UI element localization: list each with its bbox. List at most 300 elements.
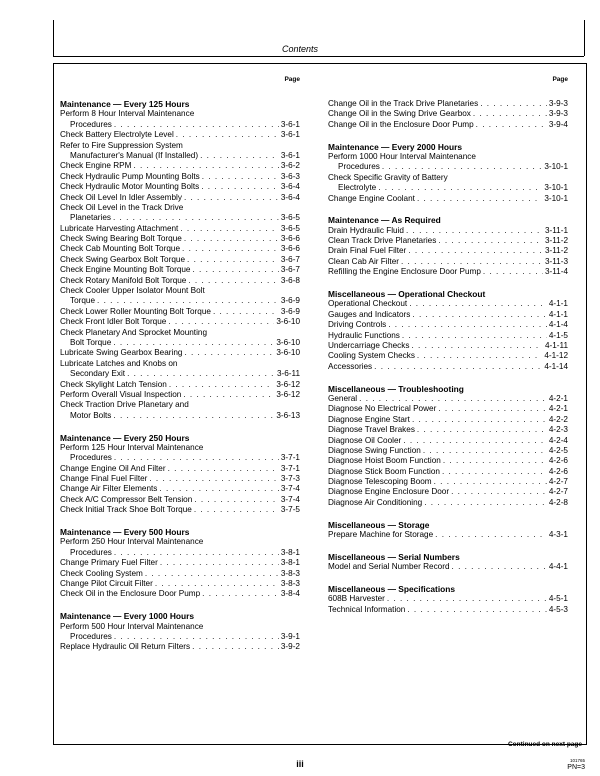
entry-title: Diagnose Telescoping Boom [328, 477, 432, 487]
entry-page-ref: 3-10-1 [544, 162, 568, 172]
entry-page-ref: 3-6-9 [280, 306, 300, 316]
column-header-page: Page [552, 76, 568, 83]
entry-title: Procedures [70, 453, 112, 463]
page-title: Contents [281, 44, 319, 54]
entry-row [328, 477, 568, 487]
dot-leader [176, 130, 279, 140]
entry-title: Accessories [328, 361, 373, 371]
toc-section [328, 215, 568, 277]
entry-text-line: Lubricate Latches and Knobs on [60, 358, 178, 368]
entry-row [328, 246, 568, 256]
toc-section [328, 584, 568, 615]
toc-entry [328, 605, 568, 615]
entry-row [60, 464, 300, 474]
toc-entry [60, 464, 300, 474]
section-title: Miscellaneous — Serial Numbers [328, 551, 460, 562]
entry-row [60, 411, 300, 421]
entry-text-line: Check Planetary And Sprocket Mounting [60, 327, 208, 337]
entry-title: Secondary Exit [70, 369, 126, 379]
dot-leader [424, 498, 547, 508]
entry-row [60, 369, 300, 379]
dot-leader [438, 404, 547, 414]
toc-entry [328, 394, 568, 404]
entry-row [60, 380, 300, 390]
dot-leader [188, 276, 279, 286]
toc-entry [60, 130, 300, 140]
section-title: Miscellaneous — Troubleshooting [328, 383, 464, 394]
entry-page-ref: 3-6-1 [280, 130, 300, 140]
entry-page-ref: 3-9-2 [280, 642, 300, 652]
entry-page-ref: 4-2-8 [548, 497, 568, 507]
dot-leader [149, 474, 279, 484]
entry-title: Electrolyte [338, 183, 377, 193]
toc-section [328, 384, 568, 509]
dot-leader [417, 351, 542, 361]
dot-leader [159, 484, 278, 494]
toc-entry [328, 226, 568, 236]
entry-text-line: Perform 250 Hour Interval Maintenance [60, 537, 204, 547]
dot-leader [127, 369, 275, 379]
document-code: 101765 [569, 758, 585, 763]
dot-leader [145, 569, 279, 579]
toc-entry [60, 569, 300, 579]
continued-note: Continued on next page [507, 741, 582, 748]
toc-entry [60, 317, 300, 327]
entry-row [328, 226, 568, 236]
entry-title: 608B Harvester [328, 594, 385, 604]
entry-text-line: Check Specific Gravity of Battery [328, 172, 448, 182]
dot-leader [378, 183, 542, 193]
toc-entry [60, 234, 300, 244]
entry-title: Check Swing Bearing Bolt Torque [60, 234, 182, 244]
entry-row [60, 338, 300, 348]
entry-title: Gauges and Indicators [328, 309, 411, 319]
dot-leader [359, 394, 547, 404]
entry-page-ref: 3-7-1 [280, 463, 300, 473]
toc-section [60, 433, 300, 516]
entry-row [60, 296, 300, 306]
dot-leader [113, 213, 279, 223]
section-title: Maintenance — Every 1000 Hours [60, 611, 195, 622]
toc-entry [60, 286, 300, 307]
toc-entry [328, 446, 568, 456]
entry-page-ref: 3-8-1 [280, 547, 300, 557]
toc-entry [60, 193, 300, 203]
entry-row [328, 257, 568, 267]
toc-entry [60, 443, 300, 464]
entry-page-ref: 3-7-5 [280, 505, 300, 515]
entry-page-ref: 3-11-3 [544, 256, 568, 266]
entry-title: Check Hydraulic Pump Mounting Bolts [60, 171, 200, 181]
entry-title: Change Oil in the Enclosure Door Pump [328, 119, 474, 129]
dot-leader [133, 161, 278, 171]
toc-section [60, 99, 300, 421]
entry-title: Change Engine Oil And Filter [60, 463, 166, 473]
toc-entry [328, 320, 568, 330]
entry-page-ref: 3-6-10 [276, 337, 300, 347]
entry-row [328, 605, 568, 615]
dot-leader [476, 120, 547, 130]
entry-title: Drain Hydraulic Fluid [328, 225, 404, 235]
entry-page-ref: 3-6-1 [280, 119, 300, 129]
toc-entry [328, 120, 568, 130]
entry-title: Planetaries [70, 213, 111, 223]
entry-page-ref: 3-6-9 [280, 296, 300, 306]
entry-row [60, 265, 300, 275]
toc-entry [60, 224, 300, 234]
entry-row [60, 569, 300, 579]
dot-leader [194, 495, 279, 505]
toc-entry [60, 328, 300, 349]
entry-row [328, 562, 568, 572]
dot-leader [412, 415, 547, 425]
entry-page-ref: 4-1-1 [548, 309, 568, 319]
toc-entry [328, 436, 568, 446]
entry-page-ref: 3-6-4 [280, 192, 300, 202]
dot-leader [403, 436, 547, 446]
toc-entry [328, 404, 568, 414]
entry-row [328, 487, 568, 497]
entry-page-ref: 3-6-5 [280, 213, 300, 223]
dot-leader [382, 162, 542, 172]
section-title: Maintenance — Every 500 Hours [60, 527, 190, 538]
entry-title: Motor Bolts [70, 410, 112, 420]
entry-row [328, 267, 568, 277]
entry-page-ref: 4-1-14 [544, 361, 568, 371]
entry-page-ref: 3-7-3 [280, 474, 300, 484]
toc-entry [60, 495, 300, 505]
entry-row [328, 404, 568, 414]
entry-title: Driving Controls [328, 320, 387, 330]
entry-title: Procedures [70, 631, 112, 641]
entry-page-ref: 4-2-1 [548, 404, 568, 414]
entry-text-line: Perform 1000 Hour Interval Maintenance [328, 151, 476, 161]
entry-page-ref: 4-2-2 [548, 414, 568, 424]
entry-row [60, 579, 300, 589]
entry-title: Perform Overall Visual Inspection [60, 389, 182, 399]
toc-entry [60, 537, 300, 558]
toc-section [328, 289, 568, 372]
entry-title: Torque [70, 296, 96, 306]
entry-text-line: Check Traction Drive Planetary and [60, 400, 189, 410]
entry-title: Procedures [338, 162, 380, 172]
dot-leader [434, 477, 547, 487]
dot-leader [417, 194, 542, 204]
toc-entry [328, 236, 568, 246]
dot-leader [194, 505, 279, 515]
entry-title: Change Oil in the Track Drive Planetaries [328, 99, 479, 108]
dot-leader [184, 193, 279, 203]
entry-title: Check Oil in the Enclosure Door Pump [60, 589, 201, 599]
entry-page-ref: 3-8-4 [280, 589, 300, 599]
toc-entry [328, 498, 568, 508]
entry-row [60, 642, 300, 652]
entry-title: Clean Cab Air Filter [328, 256, 399, 266]
toc-entry [328, 257, 568, 267]
entry-title: Check Hydraulic Motor Mounting Bolts [60, 182, 200, 192]
entry-text-line: Perform 8 Hour Interval Maintenance [60, 109, 195, 119]
entry-title: Procedures [70, 547, 112, 557]
entry-row [328, 436, 568, 446]
dot-leader [182, 244, 279, 254]
entry-row [328, 415, 568, 425]
entry-title: Refilling the Engine Enclosure Door Pump [328, 267, 481, 277]
entry-title: Diagnose Air Conditioning [328, 497, 423, 507]
entry-row [60, 307, 300, 317]
dot-leader [407, 605, 547, 615]
entry-title: General [328, 393, 358, 403]
entry-title: Lubricate Harvesting Attachment [60, 223, 179, 233]
entry-page-ref: 4-2-7 [548, 487, 568, 497]
toc-entry [60, 390, 300, 400]
entry-row [328, 120, 568, 130]
entry-text-line: Check Cooler Upper Isolator Mount Bolt [60, 286, 205, 296]
toc-entry [60, 484, 300, 494]
entry-row [328, 341, 568, 351]
dot-leader [442, 467, 547, 477]
dot-leader [401, 257, 543, 267]
entry-title: Change Oil in the Swing Drive Gearbox [328, 109, 471, 119]
entry-title: Check Engine Mounting Bolt Torque [60, 265, 191, 275]
entry-row [60, 244, 300, 254]
dot-leader [480, 99, 547, 109]
entry-title: Check Swing Gearbox Bolt Torque [60, 254, 186, 264]
entry-page-ref: 3-6-11 [276, 369, 300, 379]
entry-page-ref: 4-2-1 [548, 393, 568, 403]
section-title: Maintenance — Every 125 Hours [60, 99, 190, 109]
entry-row [60, 348, 300, 358]
toc-entry [328, 341, 568, 351]
entry-title: Change Final Fuel Filter [60, 474, 148, 484]
dot-leader [169, 380, 275, 390]
dot-leader [438, 236, 543, 246]
entry-row [60, 130, 300, 140]
entry-title: Change Engine Coolant [328, 193, 415, 203]
entry-page-ref: 3-6-7 [280, 254, 300, 264]
dot-leader [114, 632, 279, 642]
entry-title: Undercarriage Checks [328, 340, 410, 350]
toc-entry [60, 109, 300, 130]
entry-title: Check Engine RPM [60, 161, 132, 171]
entry-page-ref: 3-10-1 [544, 193, 568, 203]
toc-section [328, 99, 568, 130]
entry-row [328, 594, 568, 604]
entry-text-line: Perform 125 Hour Interval Maintenance [60, 442, 204, 452]
entry-row [328, 236, 568, 246]
page-number: iii [296, 759, 304, 769]
right-column [328, 75, 568, 627]
entry-page-ref: 3-9-3 [548, 99, 568, 108]
entry-row [60, 505, 300, 515]
toc-entry [60, 348, 300, 358]
dot-leader [187, 255, 279, 265]
toc-entry [60, 505, 300, 515]
dot-leader [423, 446, 547, 456]
toc-entry [328, 194, 568, 204]
entry-row [60, 390, 300, 400]
dot-leader [402, 331, 547, 341]
toc-entry [60, 203, 300, 224]
entry-title: Manufacturer's Manual (If Installed) [70, 150, 199, 160]
entry-row [328, 351, 568, 361]
dot-leader [168, 317, 274, 327]
dot-leader [184, 348, 274, 358]
entry-page-ref: 4-3-1 [548, 530, 568, 540]
entry-title: Check A/C Compressor Belt Tension [60, 494, 193, 504]
entry-title: Check Initial Track Shoe Bolt Torque [60, 505, 192, 515]
entry-title: Cooling System Checks [328, 351, 415, 361]
entry-row [328, 162, 568, 172]
dot-leader [168, 464, 279, 474]
entry-page-ref: 4-2-6 [548, 466, 568, 476]
entry-page-ref: 3-7-4 [280, 484, 300, 494]
entry-page-ref: 3-8-3 [280, 578, 300, 588]
toc-entry [328, 415, 568, 425]
entry-title: Prepare Machine for Storage [328, 530, 434, 540]
toc-entry [328, 594, 568, 604]
entry-page-ref: 3-8-3 [280, 568, 300, 578]
entry-page-ref: 3-9-3 [548, 109, 568, 119]
entry-row [328, 310, 568, 320]
entry-title: Procedures [70, 119, 112, 129]
entry-row [328, 498, 568, 508]
dot-leader [200, 151, 279, 161]
toc-entry [60, 400, 300, 421]
section-title: Miscellaneous — Specifications [328, 583, 456, 594]
entry-page-ref: 4-2-6 [548, 456, 568, 466]
entry-text-line: Perform 500 Hour Interval Maintenance [60, 621, 204, 631]
entry-row [60, 182, 300, 192]
entry-row [328, 467, 568, 477]
dot-leader [451, 487, 547, 497]
dot-leader [409, 299, 547, 309]
entry-page-ref: 3-6-6 [280, 244, 300, 254]
entry-title: Check Lower Roller Mounting Bolt Torque [60, 306, 211, 316]
entry-title: Check Oil Level In Idler Assembly [60, 192, 182, 202]
dot-leader [473, 109, 547, 119]
dot-leader [387, 594, 547, 604]
entry-title: Technical Information [328, 604, 406, 614]
entry-page-ref: 4-2-4 [548, 435, 568, 445]
entry-row [60, 558, 300, 568]
entry-row [60, 495, 300, 505]
entry-title: Change Air Filter Elements [60, 484, 158, 494]
entry-page-ref: 3-7-1 [280, 453, 300, 463]
entry-page-ref: 4-1-4 [548, 320, 568, 330]
toc-entry [60, 161, 300, 171]
entry-page-ref: 3-6-12 [276, 379, 300, 389]
toc-entry [328, 467, 568, 477]
entry-title: Diagnose Swing Function [328, 445, 421, 455]
toc-entry [328, 152, 568, 173]
entry-row [60, 151, 300, 161]
entry-page-ref: 3-6-10 [276, 317, 300, 327]
dot-leader [483, 267, 543, 277]
toc-entry [60, 182, 300, 192]
entry-row [328, 456, 568, 466]
dot-leader [192, 265, 278, 275]
dot-leader [160, 558, 279, 568]
entry-page-ref: 4-2-7 [548, 477, 568, 487]
entry-title: Change Primary Fuel Filter [60, 558, 158, 568]
entry-page-ref: 3-6-1 [280, 150, 300, 160]
entry-row [328, 425, 568, 435]
dot-leader [408, 246, 543, 256]
entry-page-ref: 3-6-10 [276, 348, 300, 358]
dot-leader [213, 307, 279, 317]
section-title: Maintenance — Every 2000 Hours [328, 141, 463, 152]
section-title: Miscellaneous — Storage [328, 519, 430, 530]
dot-leader [180, 224, 279, 234]
toc-entry [328, 173, 568, 194]
section-title: Miscellaneous — Operational Checkout [328, 289, 486, 300]
entry-text-line: Refer to Fire Suppression System [60, 140, 183, 150]
toc-entry [328, 299, 568, 309]
toc-entry [328, 362, 568, 372]
entry-row [60, 484, 300, 494]
section-title: Maintenance — Every 250 Hours [60, 432, 190, 443]
entry-title: Check Cab Mounting Bolt Torque [60, 244, 181, 254]
entry-page-ref: 4-5-3 [548, 604, 568, 614]
dot-leader [113, 411, 274, 421]
toc-entry [328, 425, 568, 435]
dot-leader [388, 320, 547, 330]
entry-row [328, 194, 568, 204]
entry-title: Check Front Idler Bolt Torque [60, 317, 167, 327]
entry-page-ref: 4-1-1 [548, 299, 568, 309]
entry-row [60, 120, 300, 130]
entry-page-ref: 3-6-2 [280, 161, 300, 171]
toc-entry [328, 562, 568, 572]
entry-page-ref: 3-11-2 [544, 246, 568, 256]
toc-entry [60, 380, 300, 390]
entry-page-ref: 4-1-12 [544, 351, 568, 361]
dot-leader [114, 548, 279, 558]
toc-entry [328, 246, 568, 256]
entry-row [328, 362, 568, 372]
entry-title: Drain Final Fuel Filter [328, 246, 407, 256]
entry-row [60, 276, 300, 286]
entry-title: Clean Track Drive Planetaries [328, 236, 437, 246]
entry-row [328, 394, 568, 404]
title-rule [53, 56, 584, 57]
toc-entry [328, 109, 568, 119]
toc-entry [60, 622, 300, 643]
entry-title: Diagnose Stick Boom Function [328, 466, 440, 476]
entry-page-ref: 4-2-5 [548, 445, 568, 455]
entry-page-ref: 3-11-2 [544, 236, 568, 246]
entry-row [328, 99, 568, 109]
entry-page-ref: 3-6-12 [276, 389, 300, 399]
dot-leader [192, 642, 279, 652]
entry-row [328, 183, 568, 193]
entry-row [60, 193, 300, 203]
entry-row [328, 331, 568, 341]
dot-leader [202, 589, 279, 599]
entry-title: Change Pilot Circuit Filter [60, 578, 153, 588]
toc-entry [60, 244, 300, 254]
entry-title: Diagnose Travel Brakes [328, 425, 415, 435]
entry-page-ref: 3-6-8 [280, 275, 300, 285]
entry-page-ref: 3-9-4 [548, 119, 568, 129]
entry-page-ref: 3-6-6 [280, 234, 300, 244]
entry-row [328, 109, 568, 119]
entry-title: Diagnose Engine Enclosure Door [328, 487, 450, 497]
toc-entry [60, 579, 300, 589]
entry-title: Check Rotary Manifold Bolt Torque [60, 275, 187, 285]
entry-row [60, 255, 300, 265]
entry-row [60, 172, 300, 182]
